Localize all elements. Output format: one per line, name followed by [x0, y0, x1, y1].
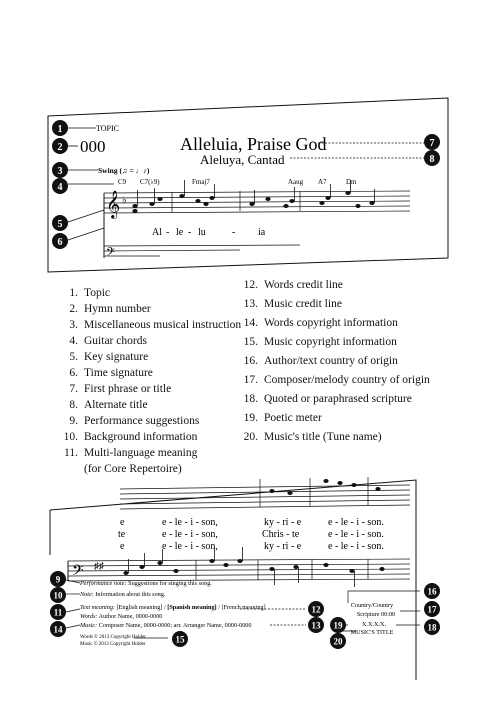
- lyric: e - le - i - son.: [328, 541, 384, 552]
- lyric-syllable: le: [176, 227, 184, 238]
- tune-name: MUSIC'S TITLE: [350, 629, 394, 636]
- svg-text:19: 19: [333, 620, 343, 631]
- credit-block: [79, 580, 395, 647]
- svg-text:12: 12: [311, 604, 321, 615]
- bottom-lyrics: [118, 517, 384, 552]
- lyric-syllable: -: [232, 227, 236, 238]
- legend-item: 1. Topic: [69, 287, 111, 299]
- legend-item: 12. Words credit line: [243, 279, 343, 291]
- legend-item: 2. Hymn number: [69, 303, 151, 315]
- bottom-example: [0, 475, 480, 710]
- swing-instruction: Swing (♫ = ♩♪): [98, 166, 150, 175]
- svg-text:13: 13: [311, 620, 321, 631]
- svg-text:18: 18: [427, 622, 437, 633]
- legend-item: 11. Multi-language meaning: [64, 447, 198, 459]
- svg-text:2: 2: [57, 142, 63, 153]
- guitar-chords: [118, 178, 357, 186]
- words-credit: Words: Author Name, 0000-0000: [80, 613, 163, 620]
- legend-item: 5. Key signature: [69, 351, 149, 363]
- top-lyrics: [152, 227, 266, 238]
- svg-text:8: 8: [429, 154, 435, 165]
- lyric: e - le - i - son,: [162, 517, 218, 528]
- lyric: e - le - i - son.: [328, 517, 384, 528]
- legend-item: (for Core Repertoire): [84, 463, 182, 475]
- legend-item: 13. Music credit line: [243, 298, 342, 310]
- poetic-meter: X.X.X.X.: [361, 621, 387, 628]
- svg-text:4: 4: [57, 182, 63, 193]
- legend-item: 3. Miscellaneous musical instruction: [69, 319, 242, 331]
- svg-text:11: 11: [53, 607, 63, 618]
- legend-item: 6. Time signature: [69, 367, 153, 379]
- lyric: e - le - i - son.: [328, 529, 384, 540]
- top-example: [0, 0, 480, 280]
- svg-text:5: 5: [57, 219, 63, 230]
- lyric: ky - ri - e: [264, 541, 302, 552]
- legend-item: 20. Music's title (Tune name): [243, 431, 382, 443]
- chord: Dm: [346, 178, 357, 186]
- hymn-number: 000: [80, 137, 106, 156]
- bass-staff: [104, 245, 300, 256]
- lyric: te: [118, 529, 126, 540]
- treble-staff: [104, 191, 410, 258]
- legend-item: 9. Performance suggestions: [69, 415, 200, 427]
- svg-text:6: 6: [57, 237, 63, 248]
- svg-text:10: 10: [53, 590, 63, 601]
- lyric: e: [120, 541, 125, 552]
- legend-item: 7. First phrase or title: [69, 383, 172, 395]
- text-meaning: Text meaning: [English meaning] / [Spanish meaning] / [French meaning]: [80, 604, 266, 611]
- legend-item: 17. Composer/melody country of origin: [243, 374, 430, 386]
- lyric: e: [120, 517, 125, 528]
- legend-item: 4. Guitar chords: [69, 335, 147, 347]
- flat-key-signature-icon: ♭: [122, 195, 127, 206]
- chord: C9: [118, 178, 127, 186]
- legend-item: 14. Words copyright information: [243, 317, 398, 329]
- svg-text:15: 15: [175, 634, 185, 645]
- bottom-treble-staff: [120, 477, 410, 509]
- svg-text:3: 3: [57, 166, 63, 177]
- lyric-syllable: lu: [198, 227, 206, 238]
- legend-item: 19. Poetic meter: [243, 412, 322, 424]
- alternate-title: Aleluya, Cantad: [200, 152, 285, 167]
- music-credit: Music: Composer Name, 0000-0000; arr. Arranger Name, 0000-0000: [80, 622, 252, 629]
- chord: A7: [318, 178, 327, 186]
- lyric: e - le - i - son,: [162, 529, 218, 540]
- country-of-origin: Country/Country: [350, 602, 394, 609]
- music-copyright: Music © 2013 Copyright Holder: [80, 642, 146, 647]
- lyric: Chris - te: [262, 529, 300, 540]
- svg-text:14: 14: [53, 624, 63, 635]
- svg-text:17: 17: [427, 604, 437, 615]
- svg-text:1: 1: [57, 124, 63, 135]
- bass-clef-icon: 𝄢: [72, 562, 84, 582]
- svg-text:16: 16: [427, 586, 437, 597]
- svg-text:9: 9: [55, 574, 61, 585]
- svg-text:7: 7: [429, 138, 435, 149]
- lyric-syllable: Al: [152, 227, 162, 238]
- background-note: Note: Information about this song.: [80, 591, 166, 598]
- lyric-syllable: -: [166, 227, 170, 238]
- lyric-syllable: ia: [258, 227, 266, 238]
- scripture-reference: Scripture 00:00: [356, 611, 396, 618]
- performance-note: Performance note: Suggestions for singing this song.: [80, 580, 212, 587]
- legend-item: 16. Author/text country of origin: [243, 355, 398, 367]
- legend-item: 15. Music copyright information: [243, 336, 397, 348]
- lyric: e - le - i - son,: [162, 541, 218, 552]
- legend-right: [240, 280, 460, 450]
- legend-item: 8. Alternate title: [69, 399, 148, 411]
- legend-left: [60, 288, 260, 478]
- chord: Fmaj7: [192, 178, 210, 186]
- treble-clef-icon: 𝄞: [106, 192, 121, 218]
- hymn-title: Alleluia, Praise God: [180, 134, 327, 154]
- chord: Aaug: [288, 178, 304, 186]
- bass-clef-icon: 𝄢: [106, 247, 116, 262]
- lyric-syllable: -: [188, 227, 192, 238]
- words-copyright: Words © 2013 Copyright Holder: [80, 635, 146, 640]
- lyric: ky - ri - e: [264, 517, 302, 528]
- sharp-key-signature-icon: ♯♯: [94, 561, 104, 572]
- topic-label: TOPIC: [96, 124, 119, 133]
- chord: C7(♭9): [140, 178, 160, 186]
- legend-item: 18. Quoted or paraphrased scripture: [243, 393, 412, 405]
- legend-item: 10. Background information: [63, 431, 198, 443]
- svg-text:20: 20: [333, 636, 343, 647]
